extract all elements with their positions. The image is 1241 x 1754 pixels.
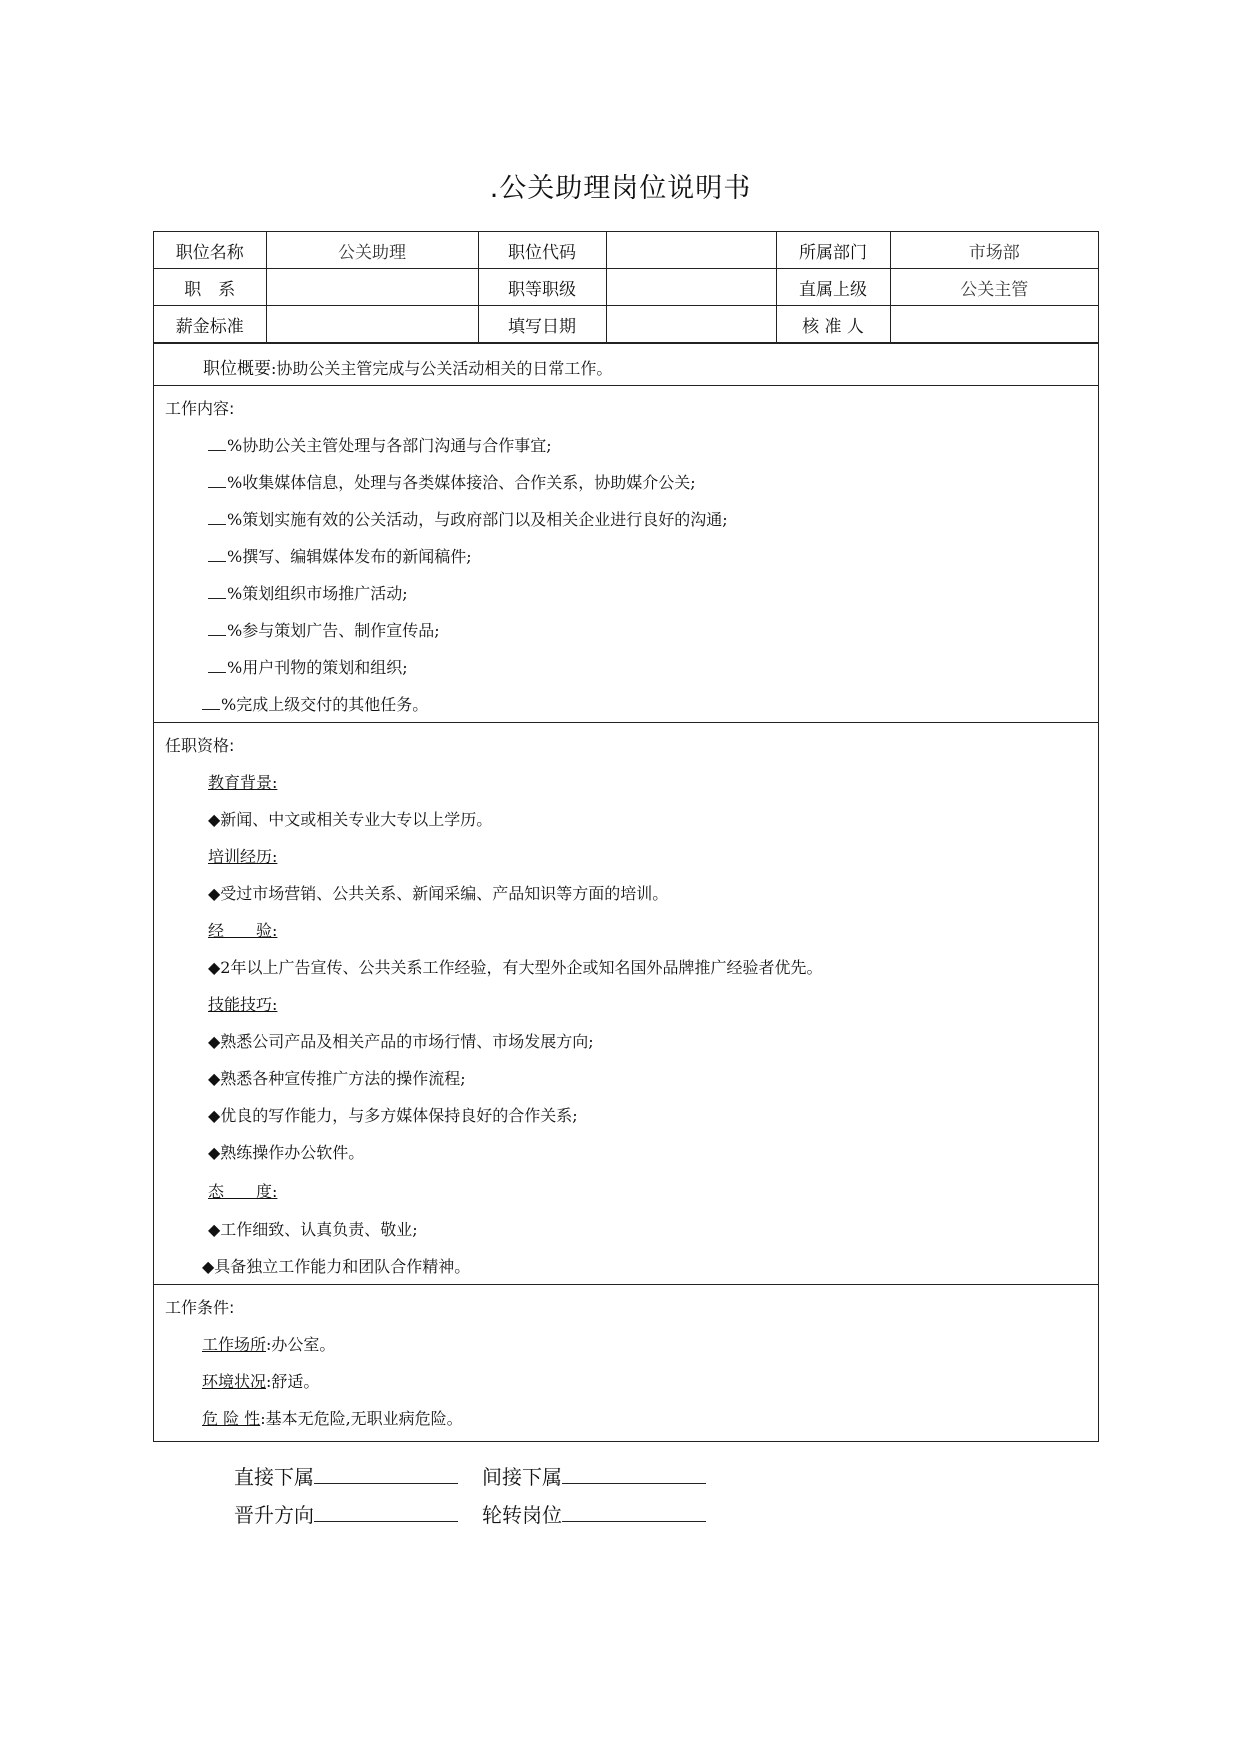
value-job-series xyxy=(266,269,478,306)
attitude-label: 态 度: xyxy=(208,1182,278,1201)
value-supervisor: 公关主管 xyxy=(890,269,1098,306)
label-job-grade: 职等职级 xyxy=(478,269,606,306)
indirect-subordinate-line xyxy=(562,1465,706,1484)
direct-subordinate-line xyxy=(314,1465,458,1484)
rotation-line xyxy=(562,1503,706,1522)
skill-item: ◆优良的写作能力，与多方媒体保持良好的合作关系; xyxy=(208,1106,578,1125)
rotation-field xyxy=(482,1499,706,1528)
direct-subordinate-field xyxy=(234,1461,458,1490)
header-table xyxy=(154,232,1098,343)
label-salary: 薪金标准 xyxy=(154,306,266,343)
skill-item: ◆熟练操作办公软件。 xyxy=(208,1143,365,1162)
skills-label: 技能技巧: xyxy=(208,995,278,1014)
attitude-item: ◆工作细致、认真负责、敬业; xyxy=(208,1220,418,1239)
duty-item: %策划组织市场推广活动; xyxy=(208,581,408,604)
value-fill-date xyxy=(606,306,776,343)
duty-item: %协助公关主管处理与各部门沟通与合作事宜; xyxy=(208,433,552,456)
label-position-code: 职位代码 xyxy=(478,232,606,269)
education-label: 教育背景: xyxy=(208,773,278,792)
skill-item: ◆熟悉公司产品及相关产品的市场行情、市场发展方向; xyxy=(208,1032,594,1051)
document-title: .公关助理岗位说明书 xyxy=(489,173,752,204)
duty-item: %完成上级交付的其他任务。 xyxy=(202,692,428,715)
label-approver: 核 准 人 xyxy=(776,306,890,343)
promotion-field xyxy=(234,1499,458,1528)
condition-item: 危 险 性:基本无危险,无职业病危险。 xyxy=(202,1409,463,1428)
direct-subordinate-label: 直接下属 xyxy=(234,1465,314,1489)
conditions-section xyxy=(154,1284,1098,1441)
promotion-line xyxy=(314,1503,458,1522)
attitude-item: ◆具备独立工作能力和团队合作精神。 xyxy=(202,1257,471,1276)
training-text: ◆受过市场营销、公共关系、新闻采编、产品知识等方面的培训。 xyxy=(208,884,669,903)
overview-text: :协助公关主管完成与公关活动相关的日常工作。 xyxy=(271,359,613,378)
value-salary xyxy=(266,306,478,343)
value-job-grade xyxy=(606,269,776,306)
conditions-heading: 工作条件: xyxy=(165,1298,235,1317)
experience-text: ◆2年以上广告宣传、公共关系工作经验，有大型外企或知名国外品牌推广经验者优先。 xyxy=(208,958,823,977)
duty-item: %用户刊物的策划和组织; xyxy=(208,655,408,678)
label-position-name: 职位名称 xyxy=(154,232,266,269)
rotation-label: 轮转岗位 xyxy=(482,1503,562,1527)
promotion-label: 晋升方向 xyxy=(234,1503,314,1527)
condition-item: 环境状况:舒适。 xyxy=(202,1372,320,1391)
indirect-subordinate-label: 间接下属 xyxy=(482,1465,562,1489)
value-position-name: 公关助理 xyxy=(266,232,478,269)
training-label: 培训经历: xyxy=(208,847,278,866)
duties-heading: 工作内容: xyxy=(165,399,235,418)
value-approver xyxy=(890,306,1098,343)
overview-section xyxy=(154,343,1098,385)
qualifications-heading: 任职资格: xyxy=(165,736,235,755)
condition-item: 工作场所:办公室。 xyxy=(202,1335,336,1354)
value-department: 市场部 xyxy=(890,232,1098,269)
indirect-subordinate-field xyxy=(482,1461,706,1490)
duty-item: %策划实施有效的公关活动，与政府部门以及相关企业进行良好的沟通; xyxy=(208,507,728,530)
skill-item: ◆熟悉各种宣传推广方法的操作流程; xyxy=(208,1069,466,1088)
duty-item: %撰写、编辑媒体发布的新闻稿件; xyxy=(208,544,472,567)
education-text: ◆新闻、中文或相关专业大专以上学历。 xyxy=(208,810,493,829)
duties-section xyxy=(154,385,1098,722)
value-position-code xyxy=(606,232,776,269)
label-department: 所属部门 xyxy=(776,232,890,269)
job-description-table xyxy=(153,231,1099,1442)
experience-label: 经 验: xyxy=(208,921,278,940)
duty-item: %参与策划广告、制作宣传品; xyxy=(208,618,440,641)
label-supervisor: 直属上级 xyxy=(776,269,890,306)
duty-item: %收集媒体信息，处理与各类媒体接洽、合作关系，协助媒介公关; xyxy=(208,470,696,493)
label-job-series: 职 系 xyxy=(154,269,266,306)
label-fill-date: 填写日期 xyxy=(478,306,606,343)
overview-label: 职位概要 xyxy=(203,359,271,379)
qualifications-section xyxy=(154,722,1098,1284)
